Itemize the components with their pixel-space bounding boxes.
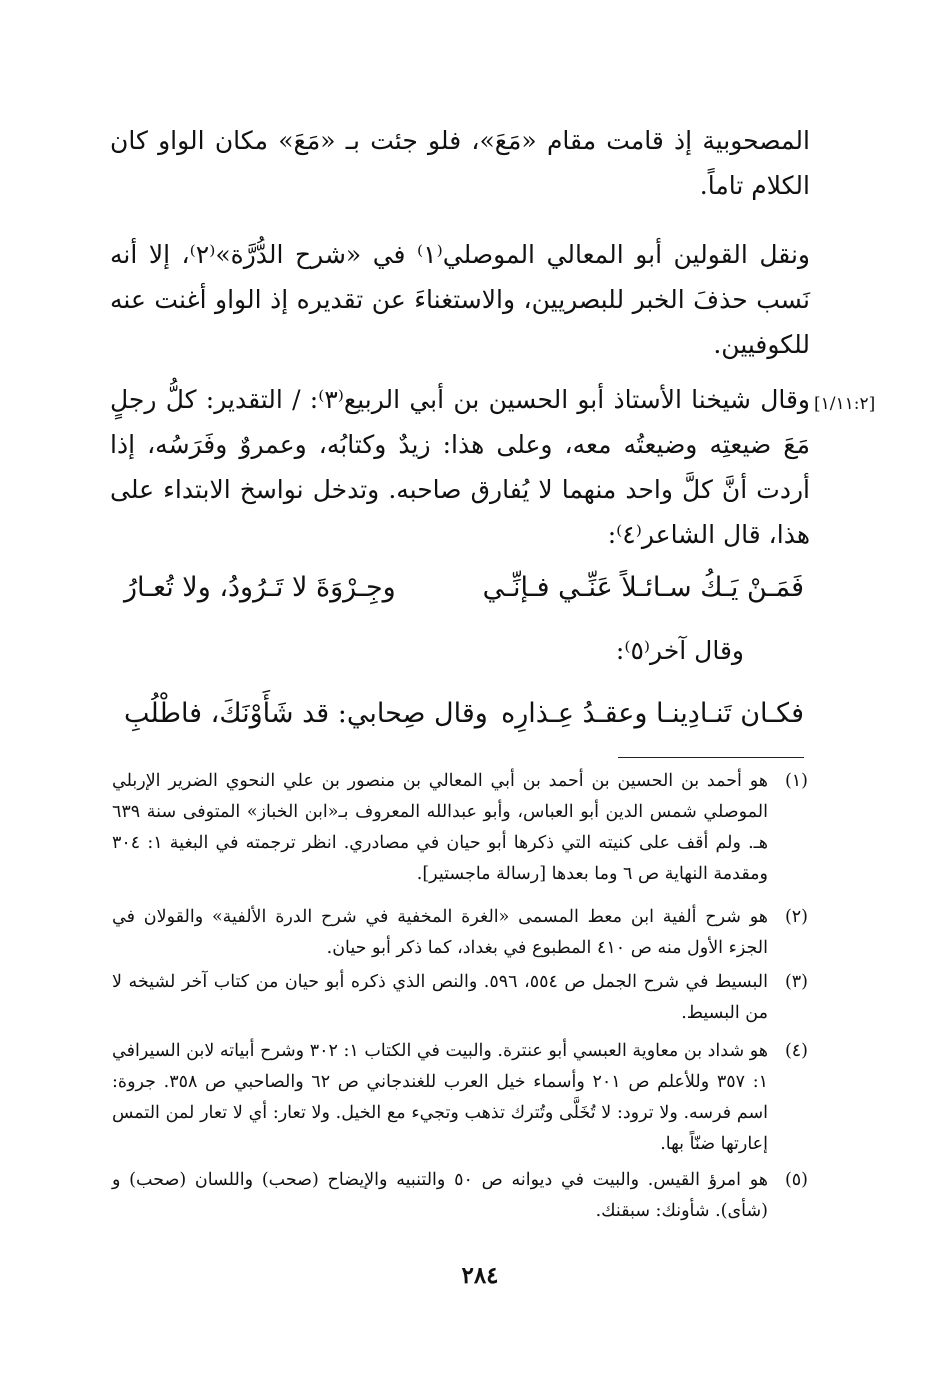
footnote-text: هو امرؤ القيس. والبيت في ديوانه ص ٥٠ والتنبيه والإيضاح (صحب) واللسان (صحب) و (شأى). شأونك: سبقنك. [112, 1170, 769, 1221]
footnote-text: هو شداد بن معاوية العبسي أبو عنترة. والبيت في الكتاب ١: ٣٠٢ وشرح أبياته لابن السيرافي ١: ٣٥٧ وللأعلم ص ٢٠١ وأسماء خيل العرب للغندجاني ص ٦٢ والصاحبي ص ٣٥٨. جروة: اسم فرسه. ولا ترود: لا تُخَلَّى وتُترك تذهب وتجيء مع الخيل. ولا تعار: أي لا تعار لمن التمس إعارتها ضنّاً بها. [112, 1041, 768, 1154]
verse-2-first-hemistich: فكـان تَنـادِينـا وعقـدُ عِـذارِه [501, 698, 804, 729]
verse-2-second-hemistich: وقال صِحابي: قد شَأَوْنَكَ، فاطْلُبِ [124, 698, 488, 729]
footnote-number: (٢) [784, 907, 808, 927]
verse-2 [124, 698, 804, 729]
footnote-number: (٣) [784, 972, 808, 992]
footnote-4 [112, 1036, 808, 1160]
paragraph-2: ونقل القولين أبو المعالي الموصلي⁽١⁾ في «شرح الدُّرَّة»⁽٢⁾، إلا أنه نَسب حذفَ الخبر للبصريين، والاستغناءَ عن تقديره إذ الواو أغنت عنه للكوفيين. [110, 240, 810, 359]
footnote-3 [112, 967, 808, 1029]
footnote-divider [618, 757, 804, 758]
footnote-number: (١) [784, 771, 808, 791]
footnote-text: البسيط في شرح الجمل ص ٥٥٤، ٥٩٦. والنص الذي ذكره أبو حيان من كتاب آخر لشيخه لا من البسيط. [112, 972, 768, 1023]
verse-1-first-hemistich: فَمَـنْ يَـكُ سـائـلاً عَنِّـي فـإنِّـي [482, 572, 804, 603]
verse-1-second-hemistich: وجِـرْوَةَ لا تَـرُودُ، ولا تُعـارُ [124, 572, 396, 603]
footnote-5 [112, 1165, 808, 1227]
margin-reference: [١/١١:٢] [814, 394, 876, 414]
paragraph-1: المصحوبية إذ قامت مقام «مَعَ»، فلو جئت بـ «مَعَ» مكان الواو كان الكلام تاماً. [110, 126, 810, 200]
verse-2-intro: وقال آخر⁽٥⁾: [615, 636, 744, 665]
footnote-text: هو أحمد بن الحسين بن أحمد بن أبي المعالي بن منصور بن علي النحوي الضرير الإربلي الموصلي شمس الدين أبو العباس، وأبو عبدالله المعروف بـ«ابن الخباز» المتوفى سنة ٦٣٩ هـ. ولم أقف على كنيته التي ذكرها أبو حيان في مصادري. انظر ترجمته في البغية ١: ٣٠٤ ومقدمة النهاية ص ٦ وما بعدها [رسالة ماجستير]. [112, 771, 768, 884]
verse-1 [124, 572, 804, 603]
footnote-number: (٤) [784, 1041, 808, 1061]
footnote-text: هو شرح ألفية ابن معط المسمى «الغرة المخفية في شرح الدرة الألفية» والقولان في الجزء الأول منه ص ٤١٠ المطبوع في بغداد، كما ذكر أبو حيان. [112, 907, 769, 958]
page-number: ٢٨٤ [461, 1262, 499, 1289]
footnote-number: (٥) [784, 1170, 808, 1190]
footnote-2 [112, 902, 808, 964]
paragraph-3: وقال شيخنا الأستاذ أبو الحسين بن أبي الربيع⁽٣⁾: / التقدير: كلُّ رجلٍ مَعَ ضيعتِه وضيعتُه معه، وعلى هذا: زيدٌ وكتابُه، وعمروٌ وفَرَسُه، إذا أردت أنَّ كلَّ واحد منهما لا يُفارق صاحبه. وتدخل نواسخ الابتداء على هذا، قال الشاعر⁽٤⁾: [110, 385, 810, 549]
footnote-1 [112, 766, 808, 890]
